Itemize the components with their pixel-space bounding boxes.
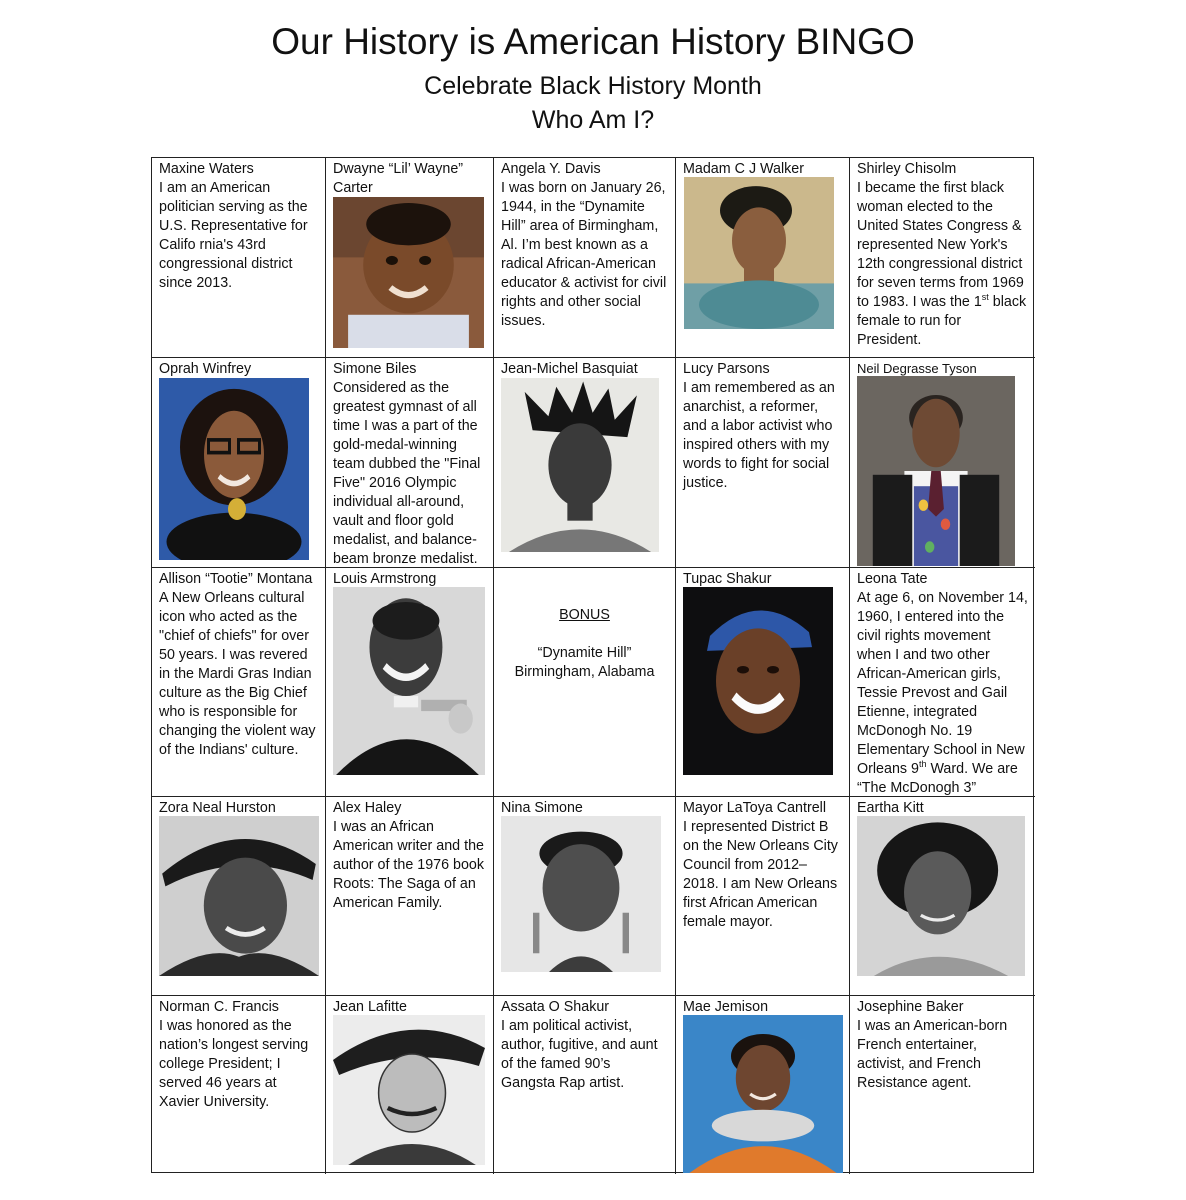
cell-description: I am remembered as an anarchist, a reformer, and a labor activist who inspired others with my words to fight for social justice. [683, 380, 835, 491]
bingo-cell-tupac-shakur [676, 568, 850, 797]
cell-description: I was honored as the nation’s longest serving college President; I served 46 years at Xavier University. [159, 1018, 309, 1110]
cell-name: Jean Lafitte [333, 999, 407, 1015]
cell-name: Allison “Tootie” Montana [159, 571, 313, 587]
page-subtitle: Celebrate Black History Month [424, 72, 762, 100]
bingo-cell-louis-armstrong [326, 568, 494, 797]
page-title: Our History is American History BINGO [271, 21, 915, 62]
bingo-cell-shirley-chisolm [850, 158, 1035, 358]
cell-description: I am political activist, author, fugitive, and aunt of the famed 90’s Gangsta Rap artist. [501, 1018, 658, 1091]
cell-name: Alex Haley [333, 800, 402, 816]
cell-name: Neil Degrasse Tyson [857, 361, 977, 376]
cell-name: Simone Biles [333, 361, 417, 377]
bingo-cell-nina-simone [494, 797, 676, 996]
cell-name: Tupac Shakur [683, 571, 772, 587]
cell-description: I was born on January 26, 1944, in the “Dynamite Hill” area of Birmingham, Al. I’m best known as a radical African-American educator & activist for civil rights and other social issues. [501, 180, 667, 329]
cell-name: Nina Simone [501, 800, 583, 816]
portrait-photo-lil-wayne [333, 197, 484, 348]
cell-description: I represented District B on the New Orleans City Council from 2012–2018. I am New Orleans first African American female mayor. [683, 819, 838, 930]
bonus-heading: BONUS [559, 607, 610, 623]
cell-name: Maxine Waters [159, 161, 254, 177]
cell-name: Norman C. Francis [159, 999, 279, 1015]
cell-name: Mayor LaToya Cantrell [683, 800, 827, 816]
cell-name: Josephine Baker [857, 999, 964, 1015]
cell-description: A New Orleans cultural icon who acted as the "chief of chiefs" for over 50 years. I was revered in the Mardi Gras Indian culture as the Big Chief who is responsible for changing the violent way of the Indians' culture. [159, 590, 316, 758]
bingo-cell-norman-francis [152, 996, 326, 1174]
bingo-cell-tootie-montana [152, 568, 326, 797]
bingo-cell-jean-lafitte [326, 996, 494, 1174]
bingo-cell-mae-jemison [676, 996, 850, 1174]
bingo-cell-jean-michel-basquiat [494, 358, 676, 568]
portrait-photo-oprah-winfrey [159, 378, 309, 560]
bingo-cell-alex-haley [326, 797, 494, 996]
cell-name: Madam C J Walker [683, 161, 805, 177]
bingo-cell-lil-wayne [326, 158, 494, 358]
cell-name: Leona Tate [857, 571, 928, 587]
bingo-cell-maxine-waters [152, 158, 326, 358]
portrait-photo-tupac-shakur [683, 587, 833, 775]
bonus-description: “Dynamite Hill” Birmingham, Alabama [514, 645, 655, 680]
portrait-photo-louis-armstrong [333, 587, 485, 775]
portrait-photo-eartha-kitt [857, 816, 1025, 976]
portrait-photo-mae-jemison [683, 1015, 843, 1173]
portrait-photo-basquiat [501, 378, 659, 552]
cell-description: At age 6, on November 14, 1960, I entered into the civil rights movement when I and two other African-American girls, Tessie Prevost and Gail Etienne, integrated McDonogh No. 19 Elementary School in New Orleans 9th Ward. We are “The McDonogh 3” [857, 590, 1028, 796]
cell-description: Considered as the greatest gymnast of all time I was a part of the gold-medal-winning team dubbed the "Final Five" 2016 Olympic individual all-around, vault and floor gold medalist, and balance-beam bronze medalist. [333, 380, 481, 567]
cell-description: I was an African American writer and the author of the 1976 book Roots: The Saga of an American Family. [333, 819, 485, 911]
bingo-cell-angela-davis [494, 158, 676, 358]
bingo-cell-josephine-baker [850, 996, 1035, 1174]
bingo-grid [151, 157, 1034, 1173]
cell-name: Louis Armstrong [333, 571, 437, 587]
bingo-cell-eartha-kitt [850, 797, 1035, 996]
bingo-cell-simone-biles [326, 358, 494, 568]
bingo-cell-oprah-winfrey [152, 358, 326, 568]
cell-description: I was an American-born French entertainer, activist, and French Resistance agent. [857, 1018, 1008, 1091]
cell-name: Zora Neal Hurston [159, 800, 276, 816]
cell-description: I became the first black woman elected to the United States Congress & represented New York's 12th congressional district for seven terms from 1969 to 1983. I was the 1st black female to run for President. [857, 180, 1027, 348]
bingo-cell-neil-degrasse-tyson [850, 358, 1035, 568]
portrait-photo-neil-degrasse-tyson [857, 376, 1015, 566]
bingo-cell-latoya-cantrell [676, 797, 850, 996]
portrait-photo-jean-lafitte [333, 1015, 485, 1165]
cell-description: I am an American politician serving as the U.S. Representative for Califo rnia's 43rd congressional district since 2013. [159, 180, 308, 291]
portrait-photo-zora-neal-hurston [159, 816, 319, 976]
cell-name: Oprah Winfrey [159, 361, 252, 377]
cell-name: Shirley Chisolm [857, 161, 957, 177]
portrait-photo-nina-simone [501, 816, 661, 972]
page-subtitle-who-am-i: Who Am I? [531, 106, 655, 134]
bingo-cell-bonus [494, 568, 676, 797]
cell-name: Angela Y. Davis [501, 161, 601, 177]
bingo-cell-assata-shakur [494, 996, 676, 1174]
cell-name: Lucy Parsons [683, 361, 770, 377]
bingo-cell-lucy-parsons [676, 358, 850, 568]
bingo-cell-zora-neal-hurston [152, 797, 326, 996]
bingo-cell-madam-cj-walker [676, 158, 850, 358]
cell-name: Jean-Michel Basquiat [501, 361, 638, 377]
cell-name: Assata O Shakur [501, 999, 610, 1015]
cell-name: Mae Jemison [683, 999, 769, 1015]
cell-name: Eartha Kitt [857, 800, 924, 816]
portrait-photo-madam-cj-walker [684, 177, 834, 329]
cell-name: Dwayne “Lil’ Wayne” Carter [333, 161, 464, 196]
bingo-cell-leona-tate [850, 568, 1035, 797]
